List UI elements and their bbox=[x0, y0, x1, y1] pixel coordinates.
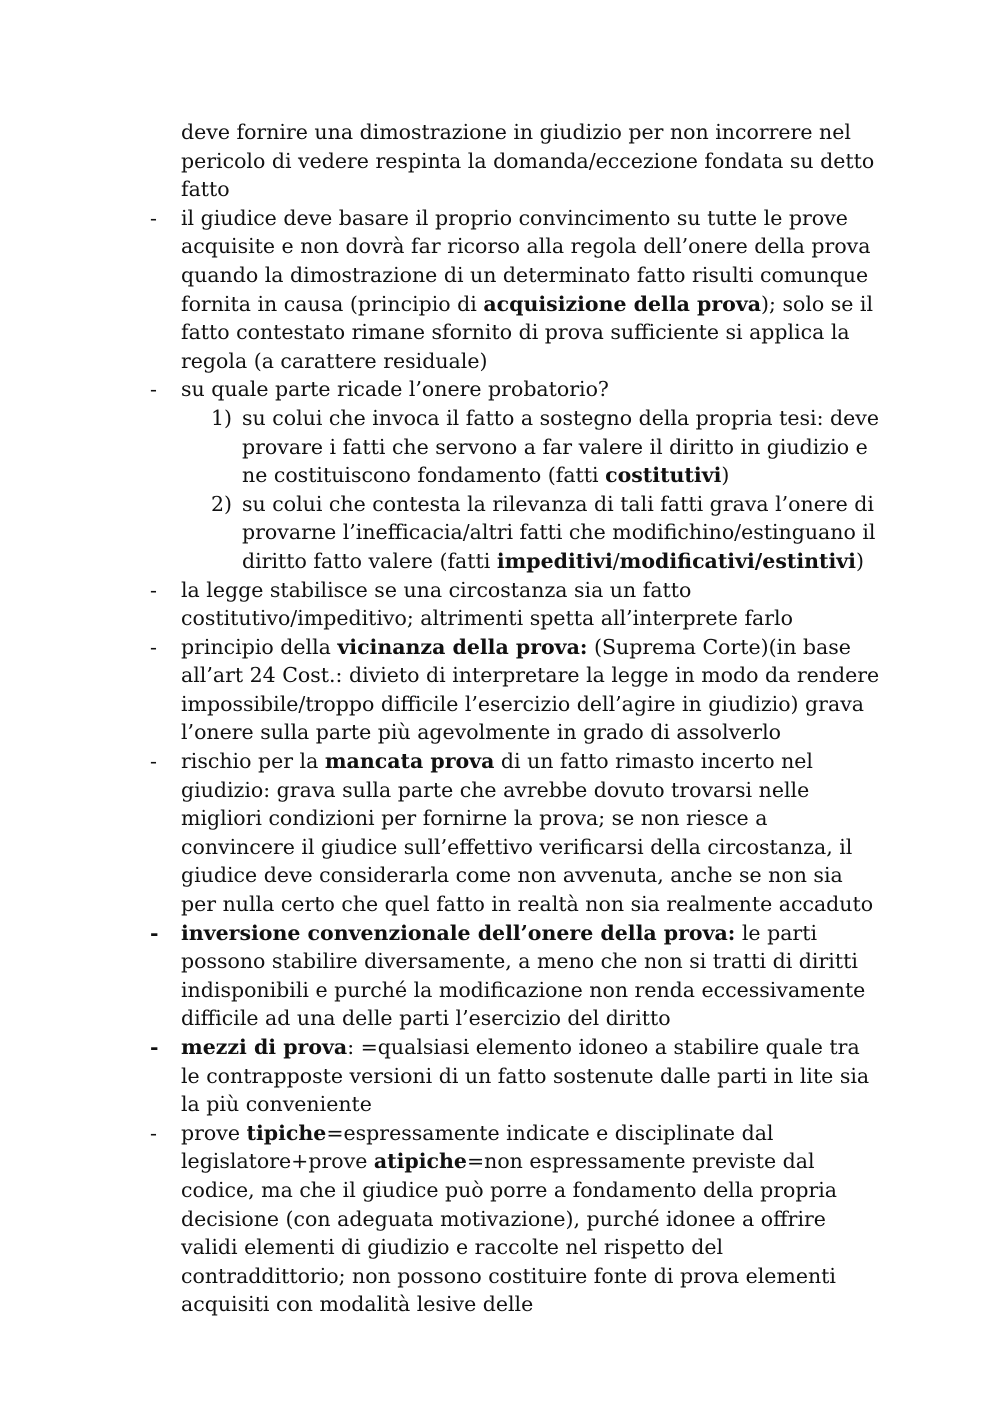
item-text bbox=[181, 118, 881, 204]
bullet-dash: - bbox=[150, 920, 159, 945]
list-number: 2) bbox=[211, 491, 233, 516]
text-run: =espressamente indicate e disciplinate dal legislatore+prove bbox=[181, 1120, 774, 1174]
bullet-dash: - bbox=[150, 749, 157, 774]
text-run: ) bbox=[721, 463, 730, 488]
bold-term: tipiche bbox=[246, 1120, 327, 1145]
item-text bbox=[181, 1119, 881, 1319]
bullet-dash: - bbox=[150, 577, 157, 602]
text-run: il giudice deve basare il proprio convincimento su tutte le prove acquisite e non dovrà far ricorso alla regola dell’onere della prova quando la dimostrazione di un determinato fatto risulti comunque fornita in causa (principio di bbox=[181, 205, 871, 316]
bullet-dash: - bbox=[150, 1120, 157, 1145]
text-run: (Suprema Corte)(in base all’art 24 Cost.: divieto di interpretare la legge in modo da rendere impossibile/troppo difficile l’esercizio dell’agire in giudizio) grava l’onere sulla parte più agevolmente in grado di assolverlo bbox=[181, 634, 880, 745]
text-run: =non espressamente previste dal codice, ma che il giudice può porre a fondamento della propria decisione (con adeguata motivazione), purché idonee a offrire validi elementi di giudizio e raccolte nel rispetto del contraddittorio; non possono costituire fonte di prova elementi acquisiti con modalità lesive delle bbox=[181, 1149, 838, 1317]
bold-term: modificativi/estintivi bbox=[619, 548, 856, 573]
bullet-dash: - bbox=[150, 205, 157, 230]
bullet-item bbox=[0, 1033, 1000, 1119]
continued-paragraph bbox=[0, 118, 1000, 204]
text-run: rischio per la bbox=[181, 749, 325, 774]
numbered-subitem bbox=[0, 404, 1000, 490]
bold-term: mezzi di prova bbox=[181, 1035, 348, 1059]
text-run: su colui che contesta la rilevanza di tali fatti grava l’onere di provarne l’inefficacia/altri fatti che modifichino/estinguano il diritto fatto valere (fatti bbox=[242, 491, 876, 573]
bold-term: atipiche bbox=[373, 1149, 467, 1174]
bullet-item bbox=[0, 747, 1000, 919]
item-text bbox=[181, 576, 881, 633]
item-text bbox=[181, 1033, 881, 1119]
bold-term: inversione convenzionale dell’onere della prova: bbox=[181, 920, 736, 945]
bold-term: mancata prova bbox=[324, 749, 495, 774]
text-run: ); solo se il fatto contestato rimane sfornito di prova sufficiente si applica la regola (a carattere residuale) bbox=[181, 291, 874, 373]
bullet-dash: - bbox=[150, 377, 157, 402]
text-run: : =qualsiasi elemento idoneo a stabilire quale tra le contrapposte versioni di un fatto sostenute dalle parti in lite sia la più conveniente bbox=[181, 1035, 870, 1117]
document-page bbox=[0, 118, 1000, 1319]
text-run: su quale parte ricade l’onere probatorio? bbox=[181, 377, 609, 402]
bullet-item bbox=[0, 576, 1000, 633]
bullet-item bbox=[0, 204, 1000, 376]
item-text bbox=[242, 490, 882, 576]
item-text bbox=[242, 404, 882, 490]
bold-term: acquisizione della prova bbox=[483, 291, 762, 316]
text-run: deve fornire una dimostrazione in giudizio per non incorrere nel pericolo di vedere respinta la domanda/eccezione fondata su detto fatto bbox=[181, 120, 875, 202]
bullet-item bbox=[0, 1119, 1000, 1319]
bold-term: impeditivi bbox=[496, 548, 613, 573]
bullet-item bbox=[0, 633, 1000, 747]
text-run: di un fatto rimasto incerto nel giudizio: grava sulla parte che avrebbe dovuto trovarsi nelle migliori condizioni per fornirne la prova; se non riesce a convincere il giudice sull’effettivo verificarsi della circostanza, il giudice deve considerarla come non avvenuta, anche se non sia per nulla certo che quel fatto in realtà non sia realmente accaduto bbox=[181, 749, 874, 917]
text-run: su colui che invoca il fatto a sostegno della propria tesi: deve provare i fatti che servono a far valere il diritto in giudizio e ne costituiscono fondamento (fatti bbox=[242, 405, 880, 488]
item-text bbox=[181, 375, 881, 404]
bold-term: vicinanza della prova: bbox=[337, 634, 588, 659]
item-text bbox=[181, 919, 881, 1033]
item-text bbox=[181, 204, 881, 376]
bullet-item bbox=[0, 919, 1000, 1033]
text-run: / bbox=[612, 548, 620, 573]
item-text bbox=[181, 747, 881, 919]
text-run: prove bbox=[181, 1120, 247, 1145]
numbered-subitem bbox=[0, 490, 1000, 576]
bold-term: costitutivi bbox=[605, 463, 722, 488]
list-number: 1) bbox=[211, 405, 233, 430]
text-run: ) bbox=[855, 548, 864, 573]
bullet-dash: - bbox=[150, 1035, 159, 1059]
bullet-item bbox=[0, 375, 1000, 404]
text-run: la legge stabilisce se una circostanza sia un fatto costitutivo/impeditivo; altrimenti spetta all’interprete farlo bbox=[181, 577, 793, 631]
text-run: le parti possono stabilire diversamente, a meno che non si tratti di diritti indisponibili e purché la modificazione non renda eccessivamente difficile ad una delle parti l’esercizio del diritto bbox=[181, 920, 866, 1031]
notes-list bbox=[0, 118, 1000, 1319]
text-run: principio della bbox=[181, 634, 338, 659]
bullet-dash: - bbox=[150, 634, 157, 659]
item-text bbox=[181, 633, 881, 747]
